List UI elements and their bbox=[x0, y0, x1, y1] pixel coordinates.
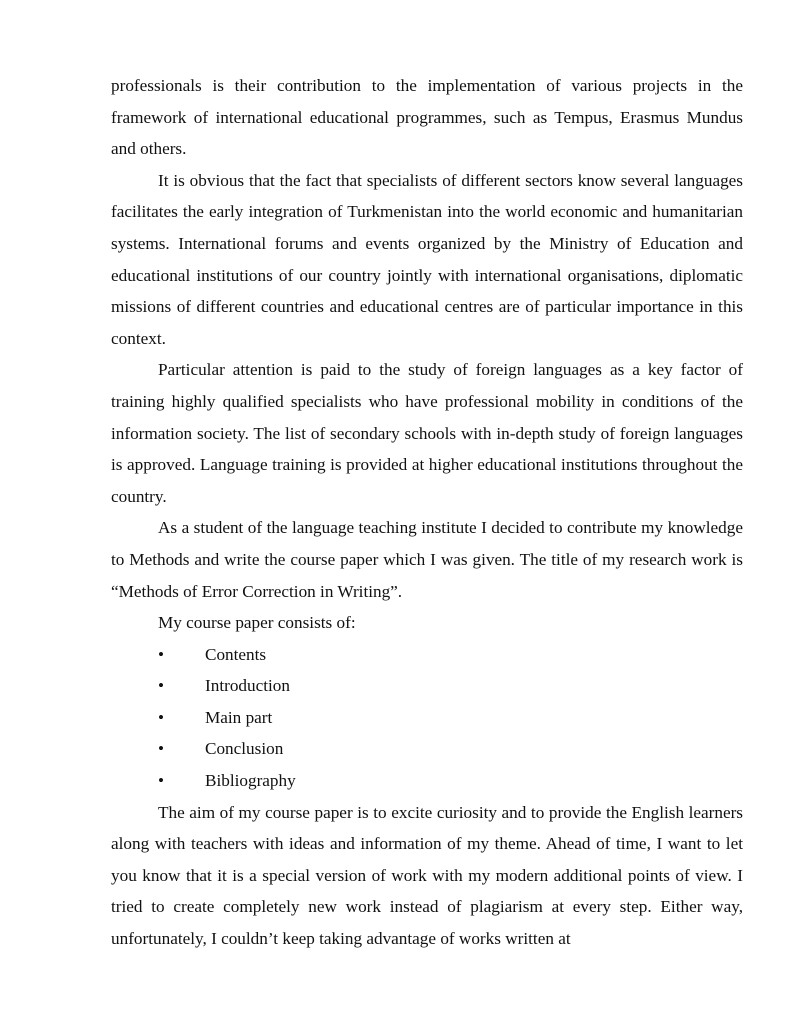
contents-list bbox=[111, 639, 743, 797]
bullet-icon: • bbox=[158, 644, 165, 664]
list-item bbox=[111, 702, 743, 734]
paragraph-course-paper-title: As a student of the language teaching institute I decided to contribute my knowledge to Methods and write the course paper which I was given. The title of my research work is “Methods of Error Correction in Writing”. bbox=[111, 518, 743, 601]
bullet-icon: • bbox=[158, 771, 165, 791]
bullet-icon: • bbox=[158, 739, 165, 759]
list-item bbox=[111, 639, 743, 671]
list-item-label: Contents bbox=[205, 644, 267, 664]
paragraph-consists-of: My course paper consists of: bbox=[158, 613, 356, 633]
list-item bbox=[111, 733, 743, 765]
paragraph-language-integration: It is obvious that the fact that specialists of different sectors know several languages facilitates the early integration of Turkmenistan into the world economic and humanitarian systems. International forums and events organized by the Ministry of Education and educational institutions of our country jointly with international organisations, diplomatic missions of different countries and educational centres are of particular importance in this context. bbox=[111, 170, 743, 348]
list-item bbox=[111, 765, 743, 797]
list-item-label: Bibliography bbox=[205, 771, 296, 791]
list-item-label: Conclusion bbox=[205, 739, 284, 759]
document-page bbox=[111, 70, 743, 955]
paragraph-foreign-languages: Particular attention is paid to the study of foreign languages as a key factor of training highly qualified specialists who have professional mobility in conditions of the information society. The list of secondary schools with in-depth study of foreign languages is approved. Language training is provided at higher educational institutions throughout the country. bbox=[111, 360, 743, 506]
list-item-label: Main part bbox=[205, 707, 273, 727]
bullet-icon: • bbox=[158, 676, 165, 696]
bullet-icon: • bbox=[158, 707, 165, 727]
list-item-label: Introduction bbox=[205, 676, 290, 696]
paragraph-aim: The aim of my course paper is to excite curiosity and to provide the English learners along with teachers with ideas and information of my theme. Ahead of time, I want to let you know that it is a special version of work with my modern additional points of view. I tried to create completely new work instead of plagiarism at every step. Either way, unfortunately, I couldn’t keep taking advantage of works written at bbox=[111, 802, 743, 949]
paragraph-continuation: professionals is their contribution to the implementation of various projects in the framework of international educational programmes, such as Tempus, Erasmus Mundus and others. bbox=[111, 76, 743, 159]
list-item bbox=[111, 670, 743, 702]
